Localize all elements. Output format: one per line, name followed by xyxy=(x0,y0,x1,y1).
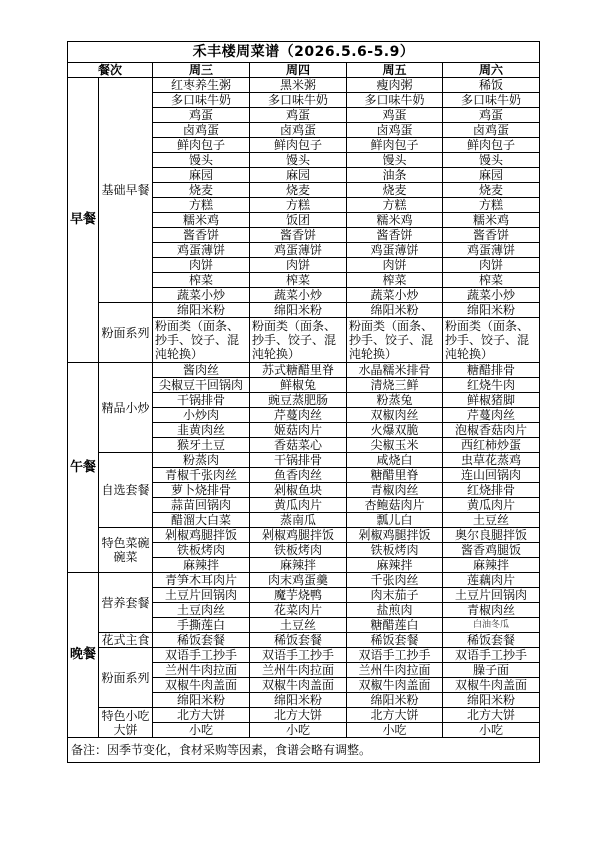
dish-cell: 糖醋里脊 xyxy=(347,468,443,483)
dish-cell: 尖椒豆干回锅肉 xyxy=(153,378,250,393)
dish-cell: 方糕 xyxy=(250,198,347,213)
dish-cell: 醋溜大白菜 xyxy=(153,513,250,528)
dish-cell: 饭团 xyxy=(250,213,347,228)
dish-cell: 绵阳米粉 xyxy=(153,693,250,708)
title-row xyxy=(68,42,540,63)
section-label: 特色小吃大饼 xyxy=(99,708,153,738)
dish-cell: 黑米粥 xyxy=(250,78,347,93)
dish-cell: 双椒牛肉盖面 xyxy=(347,678,443,693)
dish-cell: 粉面类（面条、抄手、饺子、混沌轮换） xyxy=(443,318,540,363)
dish-cell: 白油冬瓜 xyxy=(443,618,540,633)
dish-cell: 双语手工抄手 xyxy=(250,648,347,663)
dish-cell: 苏式糖醋里脊 xyxy=(250,363,347,378)
dish-cell: 方糕 xyxy=(347,198,443,213)
menu-row xyxy=(68,573,540,588)
dish-cell: 卤鸡蛋 xyxy=(443,123,540,138)
dish-cell: 鸡蛋薄饼 xyxy=(250,243,347,258)
dish-cell: 铁板烤肉 xyxy=(250,543,347,558)
dish-cell: 鲜肉包子 xyxy=(250,138,347,153)
dish-cell: 绵阳米粉 xyxy=(443,303,540,318)
dish-cell: 卤鸡蛋 xyxy=(250,123,347,138)
dish-cell: 小吃 xyxy=(443,723,540,738)
dish-cell: 绵阳米粉 xyxy=(347,303,443,318)
dish-cell: 酱肉丝 xyxy=(153,363,250,378)
section-label: 自选套餐 xyxy=(99,453,153,528)
dish-cell: 清烧三鲜 xyxy=(347,378,443,393)
dish-cell: 鲜肉包子 xyxy=(443,138,540,153)
dish-cell: 铁板烤肉 xyxy=(153,543,250,558)
dish-cell: 麻辣拌 xyxy=(250,558,347,573)
dish-cell: 魔芋烧鸭 xyxy=(250,588,347,603)
dish-cell: 鸡蛋 xyxy=(347,108,443,123)
dish-cell: 酱香鸡腿饭 xyxy=(443,543,540,558)
dish-cell: 鸡蛋 xyxy=(443,108,540,123)
dish-cell: 红烧牛肉 xyxy=(443,378,540,393)
dish-cell: 鲜椒兔 xyxy=(250,378,347,393)
dish-cell: 榨菜 xyxy=(250,273,347,288)
dish-cell: 北方大饼 xyxy=(443,708,540,723)
dish-cell: 稀饭套餐 xyxy=(153,633,250,648)
dish-cell: 盐煎肉 xyxy=(347,603,443,618)
note-row xyxy=(68,738,540,763)
dish-cell: 姬菇肉片 xyxy=(250,423,347,438)
section-label: 粉面系列 xyxy=(99,648,153,708)
menu-row xyxy=(68,708,540,723)
dish-cell: 瘦肉粥 xyxy=(347,78,443,93)
section-label: 粉面系列 xyxy=(99,303,153,363)
dish-cell: 小吃 xyxy=(347,723,443,738)
dish-cell: 鸡蛋 xyxy=(153,108,250,123)
dish-cell: 卤鸡蛋 xyxy=(347,123,443,138)
dish-cell: 咸烧白 xyxy=(347,453,443,468)
dish-cell: 绵阳米粉 xyxy=(250,303,347,318)
section-label: 基础早餐 xyxy=(99,78,153,303)
dish-cell: 双椒牛肉盖面 xyxy=(153,678,250,693)
dish-cell: 蒜苗回锅肉 xyxy=(153,498,250,513)
section-label: 精品小炒 xyxy=(99,363,153,453)
dish-cell: 杏鲍菇肉片 xyxy=(347,498,443,513)
dish-cell: 麻辣拌 xyxy=(347,558,443,573)
dish-cell: 兰州牛肉拉面 xyxy=(250,663,347,678)
dish-cell: 鲜肉包子 xyxy=(347,138,443,153)
dish-cell: 粉面类（面条、抄手、饺子、混沌轮换） xyxy=(347,318,443,363)
meal-label-lunch: 午餐 xyxy=(68,363,99,573)
menu-row xyxy=(68,303,540,318)
dish-cell: 鲜肉包子 xyxy=(153,138,250,153)
dish-cell: 糖醋排骨 xyxy=(443,363,540,378)
dish-cell: 多口味牛奶 xyxy=(443,93,540,108)
dish-cell: 糖醋莲白 xyxy=(347,618,443,633)
dish-cell: 萝卜烧排骨 xyxy=(153,483,250,498)
menu-row xyxy=(68,648,540,663)
dish-cell: 剁椒鸡腿拌饭 xyxy=(347,528,443,543)
dish-cell: 小吃 xyxy=(153,723,250,738)
dish-cell: 鸡蛋薄饼 xyxy=(347,243,443,258)
dish-cell: 土豆丝 xyxy=(443,513,540,528)
dish-cell: 水晶糯米排骨 xyxy=(347,363,443,378)
dish-cell: 粉蒸肉 xyxy=(153,453,250,468)
dish-cell: 莲藕肉片 xyxy=(443,573,540,588)
section-label: 营养套餐 xyxy=(99,573,153,633)
dish-cell: 肉末茄子 xyxy=(347,588,443,603)
menu-title: 禾丰楼周菜谱（2026.5.6-5.9） xyxy=(68,42,540,63)
dish-cell: 蔬菜小炒 xyxy=(443,288,540,303)
dish-cell: 酱香饼 xyxy=(153,228,250,243)
dish-cell: 烧麦 xyxy=(443,183,540,198)
dish-cell: 红枣养生粥 xyxy=(153,78,250,93)
dish-cell: 青椒肉丝 xyxy=(443,603,540,618)
dish-cell: 兰州牛肉拉面 xyxy=(153,663,250,678)
day-header: 周六 xyxy=(443,63,540,78)
dish-cell: 双椒肉丝 xyxy=(347,408,443,423)
dish-cell: 烧麦 xyxy=(153,183,250,198)
dish-cell: 粉面类（面条、抄手、饺子、混沌轮换） xyxy=(250,318,347,363)
menu-row xyxy=(68,633,540,648)
dish-cell: 麻园 xyxy=(250,168,347,183)
dish-cell: 双语手工抄手 xyxy=(153,648,250,663)
dish-cell: 榨菜 xyxy=(443,273,540,288)
dish-cell: 稀饭套餐 xyxy=(250,633,347,648)
dish-cell: 北方大饼 xyxy=(347,708,443,723)
dish-cell: 糯米鸡 xyxy=(443,213,540,228)
dish-cell: 连山回锅肉 xyxy=(443,468,540,483)
dish-cell: 多口味牛奶 xyxy=(153,93,250,108)
dish-cell: 北方大饼 xyxy=(153,708,250,723)
meal-label-breakfast: 早餐 xyxy=(68,78,99,363)
dish-cell: 双语手工抄手 xyxy=(443,648,540,663)
dish-cell: 粉面类（面条、抄手、饺子、混沌轮换） xyxy=(153,318,250,363)
dish-cell: 香菇菜心 xyxy=(250,438,347,453)
dish-cell: 西红柿炒蛋 xyxy=(443,438,540,453)
dish-cell: 鲜椒猪脚 xyxy=(443,393,540,408)
dish-cell: 肉末鸡蛋羹 xyxy=(250,573,347,588)
dish-cell: 小炒肉 xyxy=(153,408,250,423)
dish-cell: 肉饼 xyxy=(250,258,347,273)
menu-row xyxy=(68,528,540,543)
dish-cell: 青椒肉丝 xyxy=(347,483,443,498)
dish-cell: 绵阳米粉 xyxy=(250,693,347,708)
header-row xyxy=(68,63,540,78)
day-header: 周三 xyxy=(153,63,250,78)
menu-row xyxy=(68,78,540,93)
dish-cell: 干锅排骨 xyxy=(250,453,347,468)
dish-cell: 绵阳米粉 xyxy=(347,693,443,708)
dish-cell: 铁板烤肉 xyxy=(347,543,443,558)
dish-cell: 肉饼 xyxy=(153,258,250,273)
dish-cell: 猴牙土豆 xyxy=(153,438,250,453)
dish-cell: 剁椒鸡腿拌饭 xyxy=(250,528,347,543)
dish-cell: 土豆丝 xyxy=(250,618,347,633)
day-header: 周四 xyxy=(250,63,347,78)
weekly-menu-table xyxy=(67,41,540,763)
dish-cell: 土豆肉丝 xyxy=(153,603,250,618)
dish-cell: 稀饭套餐 xyxy=(443,633,540,648)
dish-cell: 蔬菜小炒 xyxy=(347,288,443,303)
dish-cell: 酱香饼 xyxy=(347,228,443,243)
meal-label-dinner: 晚餐 xyxy=(68,573,99,738)
dish-cell: 剁椒鸡腿拌饭 xyxy=(153,528,250,543)
dish-cell: 蒸南瓜 xyxy=(250,513,347,528)
meal-header: 餐次 xyxy=(68,63,153,78)
menu-body xyxy=(68,42,540,763)
dish-cell: 兰州牛肉拉面 xyxy=(347,663,443,678)
dish-cell: 芹蔓肉丝 xyxy=(250,408,347,423)
dish-cell: 双椒牛肉盖面 xyxy=(250,678,347,693)
dish-cell: 稀饭套餐 xyxy=(347,633,443,648)
section-label: 花式主食 xyxy=(99,633,153,648)
dish-cell: 虫草花蒸鸡 xyxy=(443,453,540,468)
dish-cell: 馒头 xyxy=(443,153,540,168)
dish-cell: 北方大饼 xyxy=(250,708,347,723)
dish-cell: 多口味牛奶 xyxy=(347,93,443,108)
dish-cell: 麻园 xyxy=(153,168,250,183)
dish-cell: 绵阳米粉 xyxy=(153,303,250,318)
dish-cell: 瓢儿白 xyxy=(347,513,443,528)
day-header: 周五 xyxy=(347,63,443,78)
dish-cell: 土豆片回锅肉 xyxy=(153,588,250,603)
dish-cell: 花菜肉片 xyxy=(250,603,347,618)
dish-cell: 火爆双脆 xyxy=(347,423,443,438)
dish-cell: 剁椒鱼块 xyxy=(250,483,347,498)
dish-cell: 方糕 xyxy=(153,198,250,213)
dish-cell: 糯米鸡 xyxy=(153,213,250,228)
dish-cell: 青笋木耳肉片 xyxy=(153,573,250,588)
dish-cell: 双椒牛肉盖面 xyxy=(443,678,540,693)
dish-cell: 黄瓜肉片 xyxy=(250,498,347,513)
dish-cell: 酱香饼 xyxy=(250,228,347,243)
dish-cell: 芹蔓肉丝 xyxy=(443,408,540,423)
dish-cell: 蔬菜小炒 xyxy=(250,288,347,303)
menu-row xyxy=(68,363,540,378)
dish-cell: 双语手工抄手 xyxy=(347,648,443,663)
dish-cell: 酱香饼 xyxy=(443,228,540,243)
dish-cell: 方糕 xyxy=(443,198,540,213)
dish-cell: 稀饭 xyxy=(443,78,540,93)
dish-cell: 麻辣拌 xyxy=(153,558,250,573)
dish-cell: 榨菜 xyxy=(347,273,443,288)
dish-cell: 烧麦 xyxy=(347,183,443,198)
dish-cell: 麻园 xyxy=(443,168,540,183)
dish-cell: 小吃 xyxy=(250,723,347,738)
dish-cell: 绵阳米粉 xyxy=(443,693,540,708)
menu-note: 备注：因季节变化，食材采购等因素，食谱会略有调整。 xyxy=(68,738,540,763)
dish-cell: 粉蒸兔 xyxy=(347,393,443,408)
dish-cell: 馒头 xyxy=(153,153,250,168)
dish-cell: 鸡蛋薄饼 xyxy=(153,243,250,258)
dish-cell: 泡椒香菇肉片 xyxy=(443,423,540,438)
dish-cell: 馒头 xyxy=(250,153,347,168)
dish-cell: 千张肉丝 xyxy=(347,573,443,588)
dish-cell: 烧麦 xyxy=(250,183,347,198)
dish-cell: 豌豆蒸肥肠 xyxy=(250,393,347,408)
dish-cell: 糯米鸡 xyxy=(347,213,443,228)
section-label: 特色菜碗碗菜 xyxy=(99,528,153,573)
dish-cell: 鸡蛋薄饼 xyxy=(443,243,540,258)
dish-cell: 红烧排骨 xyxy=(443,483,540,498)
dish-cell: 蔬菜小炒 xyxy=(153,288,250,303)
dish-cell: 黄瓜肉片 xyxy=(443,498,540,513)
dish-cell: 鸡蛋 xyxy=(250,108,347,123)
dish-cell: 鱼香肉丝 xyxy=(250,468,347,483)
dish-cell: 尖椒玉米 xyxy=(347,438,443,453)
dish-cell: 卤鸡蛋 xyxy=(153,123,250,138)
dish-cell: 韭黄肉丝 xyxy=(153,423,250,438)
dish-cell: 肉饼 xyxy=(443,258,540,273)
dish-cell: 手撕莲白 xyxy=(153,618,250,633)
dish-cell: 臊子面 xyxy=(443,663,540,678)
dish-cell: 干锅排骨 xyxy=(153,393,250,408)
dish-cell: 奥尔良腿拌饭 xyxy=(443,528,540,543)
dish-cell: 榨菜 xyxy=(153,273,250,288)
dish-cell: 麻辣拌 xyxy=(443,558,540,573)
menu-row xyxy=(68,453,540,468)
dish-cell: 馒头 xyxy=(347,153,443,168)
dish-cell: 油条 xyxy=(347,168,443,183)
dish-cell: 青椒千张肉丝 xyxy=(153,468,250,483)
dish-cell: 肉饼 xyxy=(347,258,443,273)
dish-cell: 土豆片回锅肉 xyxy=(443,588,540,603)
dish-cell: 多口味牛奶 xyxy=(250,93,347,108)
